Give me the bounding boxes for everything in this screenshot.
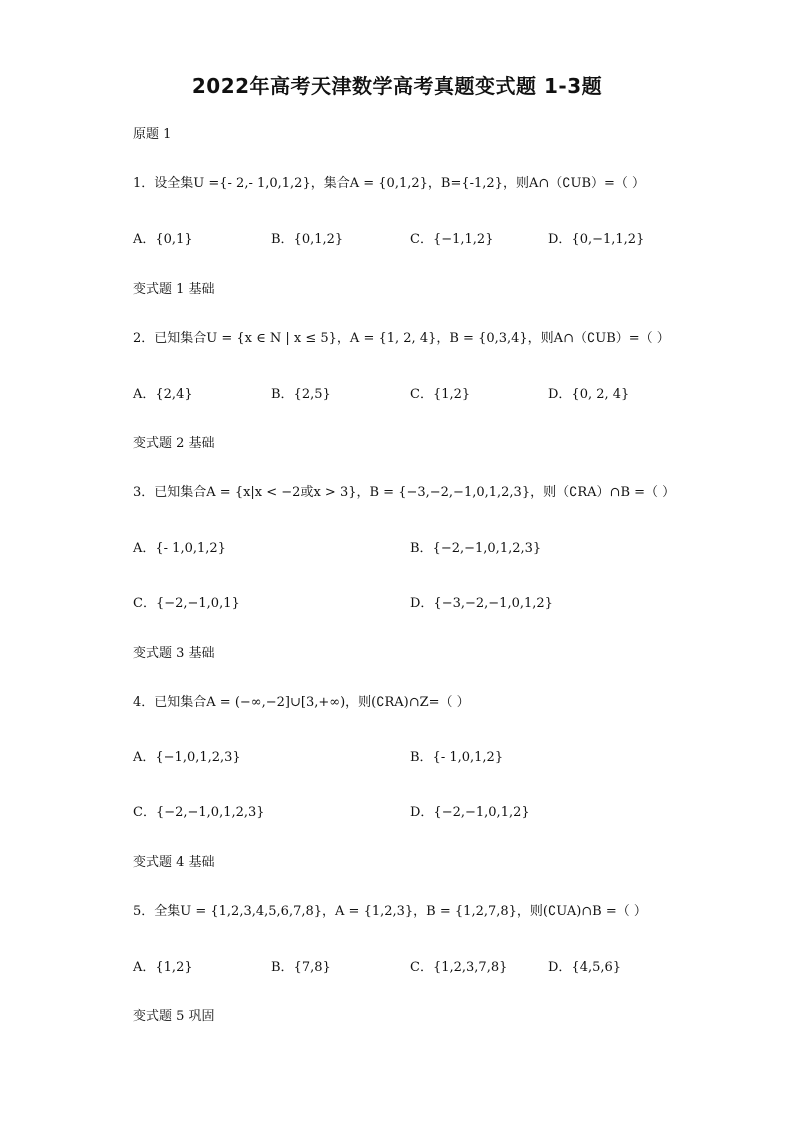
option-b: B．{0,1,2}	[271, 232, 344, 247]
document-title: 2022年高考天津数学高考真题变式题 1-3题	[191, 74, 603, 98]
section-header: 变式题 1 基础	[133, 282, 215, 297]
option-a: A．{2,4}	[133, 387, 193, 402]
option-c: C．{−1,1,2}	[410, 232, 494, 247]
question-text: 2．已知集合U = {x ∈ N | x ≤ 5}，A = {1, 2, 4}，B = {0,3,4}，则A∩（∁UB）=（ ）	[133, 331, 670, 346]
question-text: 5．全集U = {1,2,3,4,5,6,7,8}，A = {1,2,3}，B = {1,2,7,8}，则(∁UA)∩B =（ ）	[133, 904, 647, 919]
section-header: 变式题 2 基础	[133, 436, 215, 451]
option-d: D．{4,5,6}	[548, 960, 622, 975]
section-header: 变式题 5 巩固	[133, 1009, 215, 1024]
option-d: D．{0, 2, 4}	[548, 387, 630, 402]
option-c: C．{−2,−1,0,1,2,3}	[133, 805, 265, 820]
question-text: 4．已知集合A = (−∞,−2]∪[3,+∞)，则(∁RA)∩Z=（ ）	[133, 695, 470, 710]
option-d: D．{−2,−1,0,1,2}	[410, 805, 530, 820]
section-header: 变式题 4 基础	[133, 855, 215, 870]
question-text: 1．设全集U ={- 2,- 1,0,1,2}，集合A = {0,1,2}，B={-1,2}，则A∩（∁UB）=（ ）	[133, 176, 646, 191]
option-a: A．{- 1,0,1,2}	[133, 541, 226, 556]
option-d: D．{0,−1,1,2}	[548, 232, 645, 247]
option-b: B．{7,8}	[271, 960, 331, 975]
option-c: C．{−2,−1,0,1}	[133, 596, 240, 611]
option-c: C．{1,2}	[410, 387, 471, 402]
section-header: 变式题 3 基础	[133, 646, 215, 661]
option-b: B．{2,5}	[271, 387, 331, 402]
option-b: B．{−2,−1,0,1,2,3}	[410, 541, 542, 556]
option-a: A．{1,2}	[133, 960, 193, 975]
option-c: C．{1,2,3,7,8}	[410, 960, 508, 975]
section-header: 原题 1	[133, 127, 172, 142]
option-b: B．{- 1,0,1,2}	[410, 750, 504, 765]
question-text: 3．已知集合A = {x|x < −2或x > 3}，B = {−3,−2,−1,0,1,2,3}，则（∁RA）∩B =（ ）	[133, 485, 676, 500]
option-a: A．{−1,0,1,2,3}	[133, 750, 241, 765]
option-d: D．{−3,−2,−1,0,1,2}	[410, 596, 553, 611]
option-a: A．{0,1}	[133, 232, 193, 247]
